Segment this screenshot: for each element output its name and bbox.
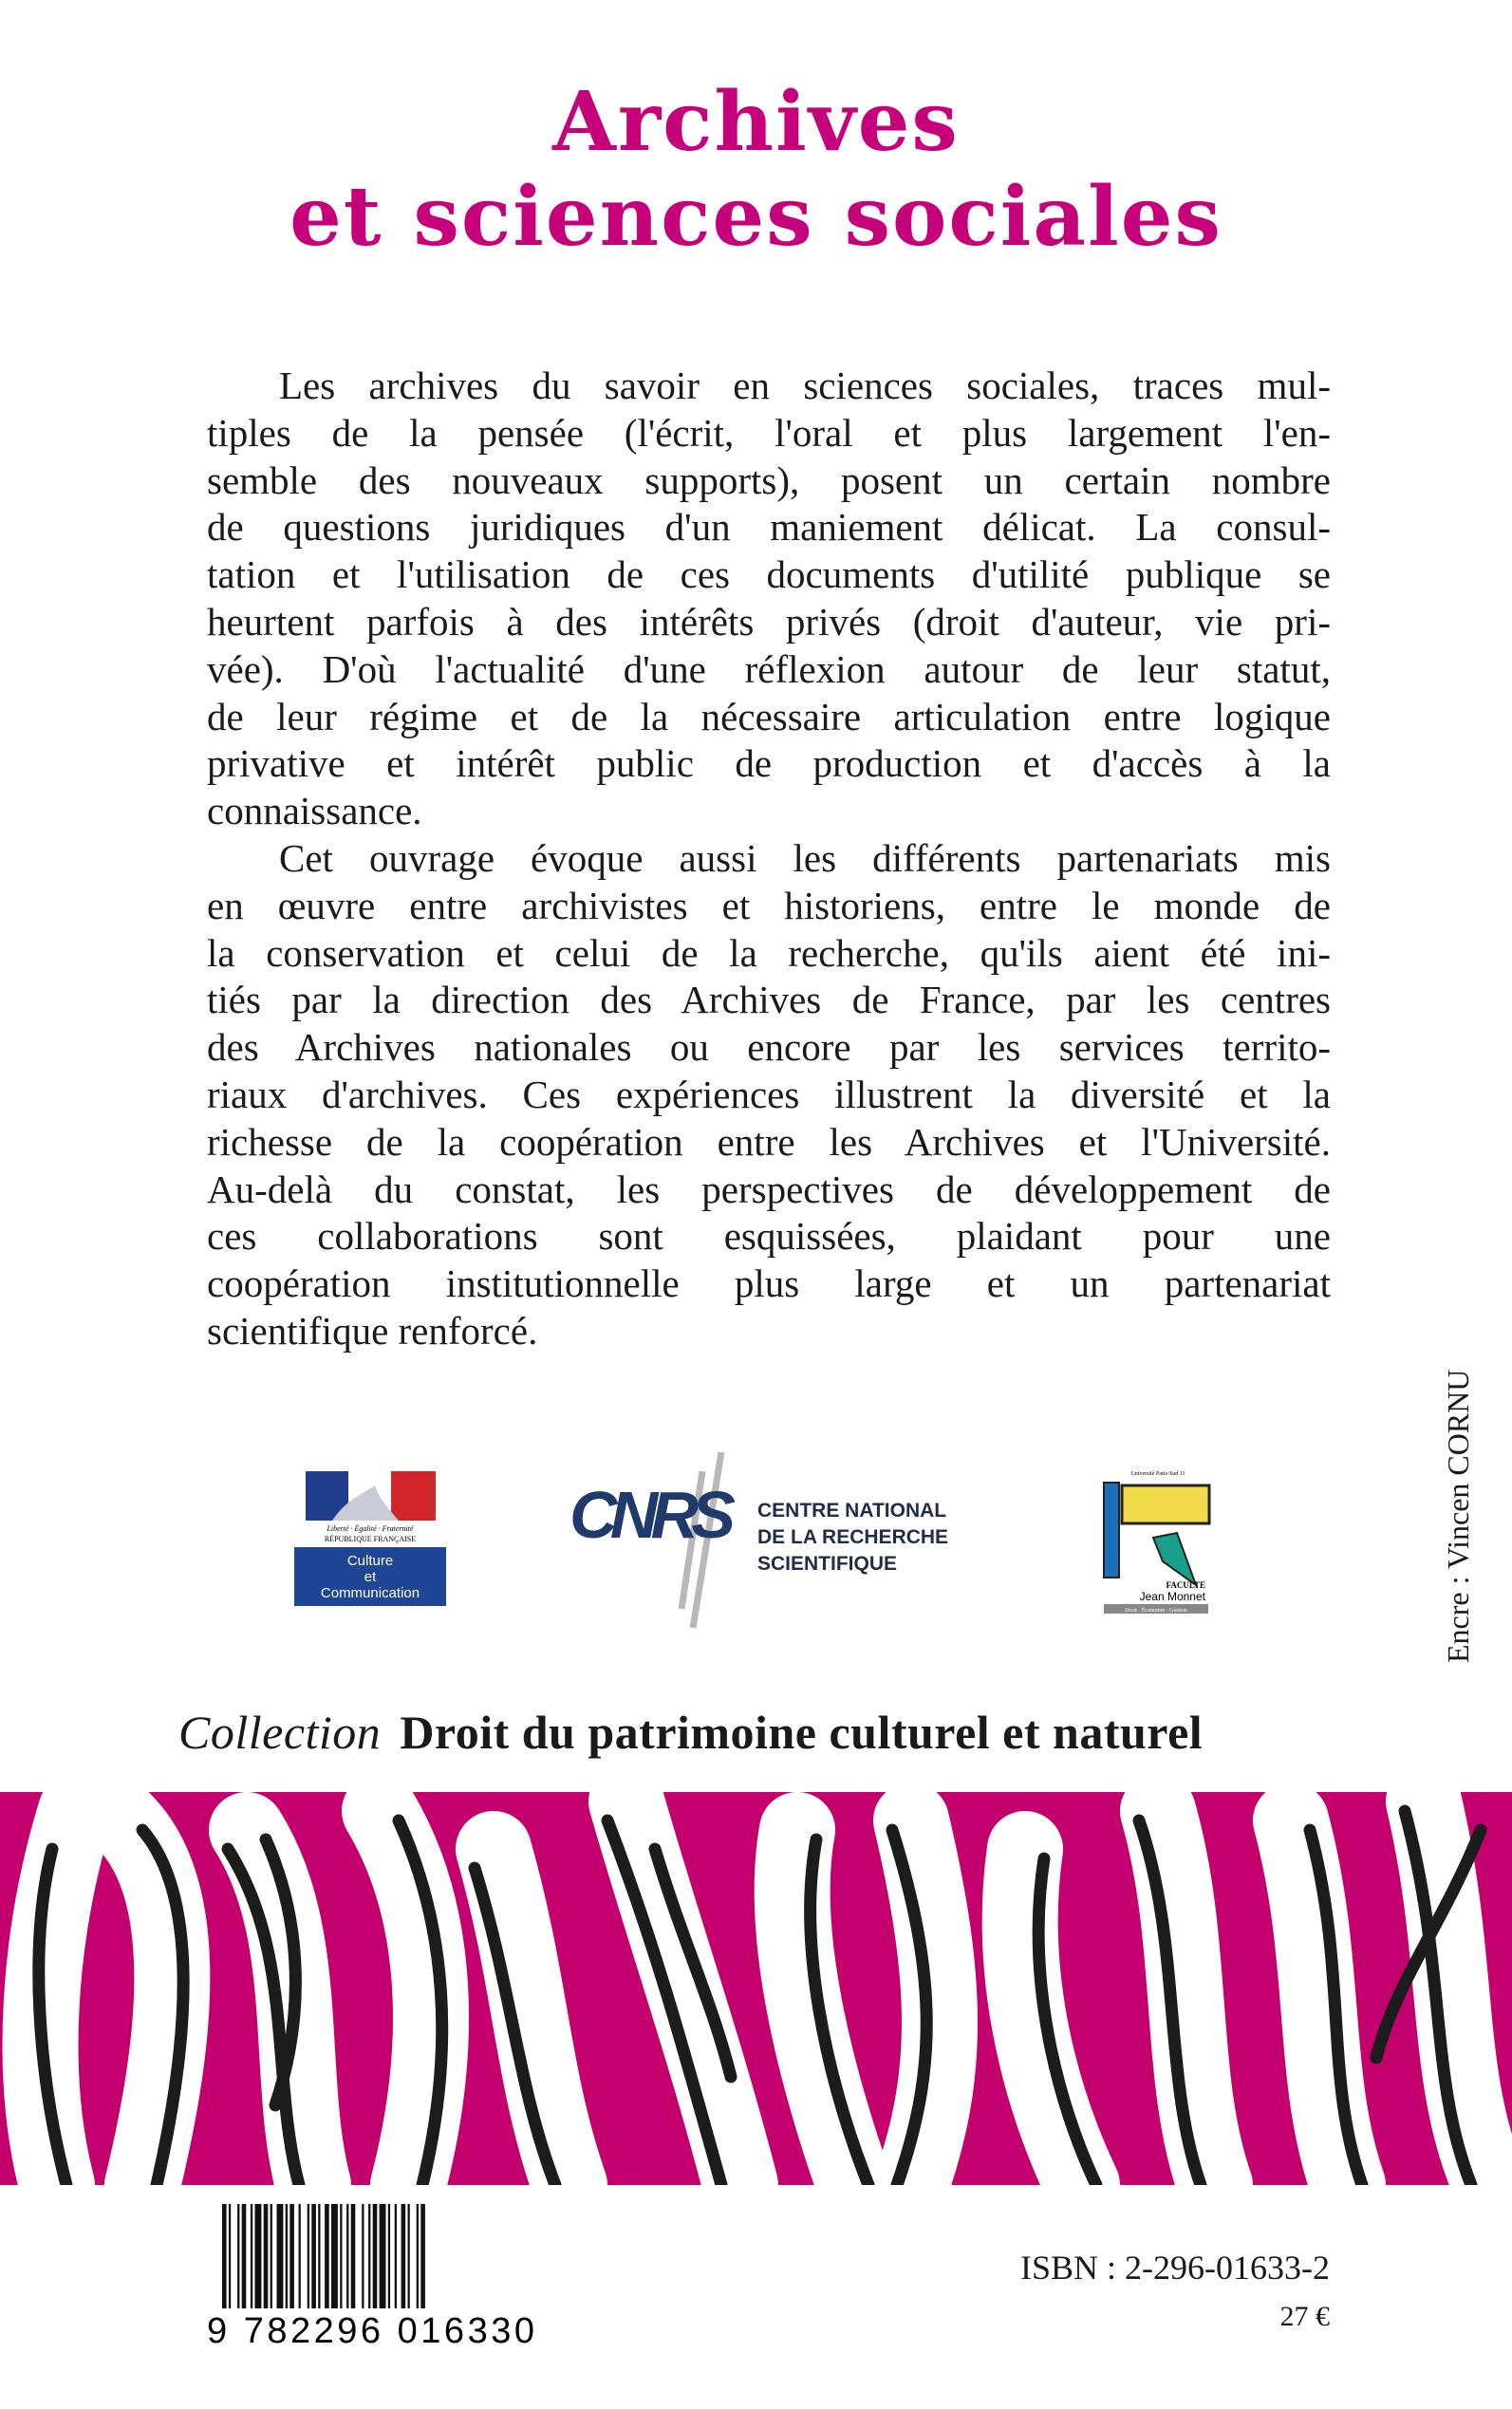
barcode-bar <box>340 2204 342 2308</box>
barcode-bar <box>308 2204 309 2308</box>
ministry-line1: Culture <box>346 1553 394 1569</box>
barcode-bar <box>346 2204 348 2308</box>
text-line: richesse de la coopération entre les Archives et l'Université. <box>207 1119 1331 1164</box>
collection-line <box>178 1705 1360 1760</box>
title-line-2: et sciences sociales <box>289 169 1223 265</box>
isbn: ISBN : 2-296-01633-2 <box>1020 2249 1330 2287</box>
barcode-bar <box>331 2204 338 2308</box>
barcode-bar <box>251 2204 252 2308</box>
barcode-bar <box>289 2204 294 2308</box>
faculty-jean-monnet-logo <box>1104 1471 1209 1614</box>
illustration-credit: Encre : Vincen CORNU <box>1441 1369 1475 1663</box>
text-line: de questions juridiques d'un maniement délicat. La consul- <box>207 505 1331 550</box>
text-line: la conservation et celui de la recherche, qu'ils aient été ini- <box>207 930 1331 975</box>
barcode-bar <box>351 2204 356 2308</box>
text-line: en œuvre entre archivistes et historiens, entre le monde de <box>207 883 1331 927</box>
faculty-line2: Jean Monnet <box>1139 1590 1205 1603</box>
text-line: Les archives du savoir en sciences sociales, traces mul- <box>279 364 1331 407</box>
cover-illustration <box>0 1792 1512 2185</box>
barcode-bar <box>408 2204 410 2308</box>
blurb-text <box>207 363 1331 1355</box>
text-line: Cet ouvrage évoque aussi les différents partenariats mis <box>279 835 1331 880</box>
barcode-bar <box>255 2204 262 2308</box>
text-line: semble des nouveaux supports), posent un certain nombre <box>207 458 1331 502</box>
text-line: heurtent parfois à des intérêts privés (droit d'auteur, vie pri- <box>207 599 1331 644</box>
barcode-bar <box>237 2204 239 2308</box>
barcode-bar <box>318 2204 320 2308</box>
barcode-bar <box>242 2204 247 2308</box>
barcode-bar <box>264 2204 269 2308</box>
cnrs-line3: SCIENTIFIQUE <box>757 1553 898 1575</box>
barcode-bar <box>380 2204 386 2308</box>
text-line: riaux d'archives. Ces expériences illustrent la diversité et la <box>207 1072 1331 1116</box>
partner-logos <box>0 1443 1512 1633</box>
ministry-line2: et <box>364 1569 377 1585</box>
barcode-bar <box>417 2204 419 2308</box>
ministry-line3: Communication <box>320 1585 420 1601</box>
cnrs-logo <box>569 1452 948 1628</box>
cnrs-mark: CNRS <box>569 1478 736 1552</box>
barcode-bar <box>401 2204 406 2308</box>
barcode-bar <box>271 2204 272 2308</box>
text-line: privative et intérêt public de production et d'accès à la <box>207 741 1331 786</box>
barcode-bar <box>368 2204 370 2308</box>
price: 27 € <box>1279 2301 1330 2332</box>
text-line: des Archives nationales ou encore par les services territo- <box>207 1025 1331 1070</box>
barcode-bar <box>395 2204 397 2308</box>
faculty-top: Université Paris-Sud 11 <box>1130 1471 1185 1477</box>
barcode-bar <box>299 2204 301 2308</box>
ministry-culture-logo <box>294 1471 446 1606</box>
cnrs-line1: CENTRE NATIONAL <box>757 1500 947 1522</box>
barcode-bar <box>229 2204 231 2308</box>
text-line: scientifique renforcé. <box>207 1308 538 1353</box>
barcode-bar <box>373 2204 378 2308</box>
barcode-digits: 9 782296 016330 <box>207 2311 534 2346</box>
collection-label: Collection <box>178 1706 382 1759</box>
title-line-1: Archives <box>552 74 960 170</box>
barcode-bar <box>420 2204 425 2308</box>
barcode-bar <box>388 2204 390 2308</box>
text-line: tiples de la pensée (l'écrit, l'oral et plus largement l'en- <box>207 410 1331 455</box>
barcode <box>207 2204 558 2346</box>
barcode-bar <box>277 2204 284 2308</box>
text-line: tiés par la direction des Archives de France, par les centres <box>207 978 1331 1022</box>
barcode-bar <box>311 2204 316 2308</box>
ministry-motto: Liberté · Égalité · Fraternité <box>327 1524 414 1533</box>
text-line: Au-delà du constat, les perspectives de développement de <box>207 1167 1331 1211</box>
text-line: de leur régime et de la nécessaire articulation entre logique <box>207 694 1331 738</box>
text-line: coopération institutionnelle plus large et un partenariat <box>207 1261 1331 1306</box>
collection-name: Droit du patrimoine culturel et naturel <box>400 1706 1204 1759</box>
cnrs-line2: DE LA RECHERCHE <box>757 1526 949 1548</box>
faculty-bottom: Droit · Économie · Gestion <box>1125 1608 1187 1614</box>
faculty-line1: FACULTE <box>1166 1580 1205 1590</box>
text-line: ces collaborations sont esquissées, plaidant pour une <box>207 1214 1331 1259</box>
text-line: vée). D'où l'actualité d'une réflexion autour de leur statut, <box>207 646 1331 691</box>
text-line: tation et l'utilisation de ces documents d'utilité publique se <box>207 552 1331 597</box>
barcode-bar <box>362 2204 364 2308</box>
barcode-bar <box>222 2204 227 2308</box>
barcode-bar <box>286 2204 288 2308</box>
ministry-republic: RÉPUBLIQUE FRANÇAISE <box>324 1535 417 1543</box>
barcode-bar <box>325 2204 329 2308</box>
text-line: connaissance. <box>207 789 422 833</box>
